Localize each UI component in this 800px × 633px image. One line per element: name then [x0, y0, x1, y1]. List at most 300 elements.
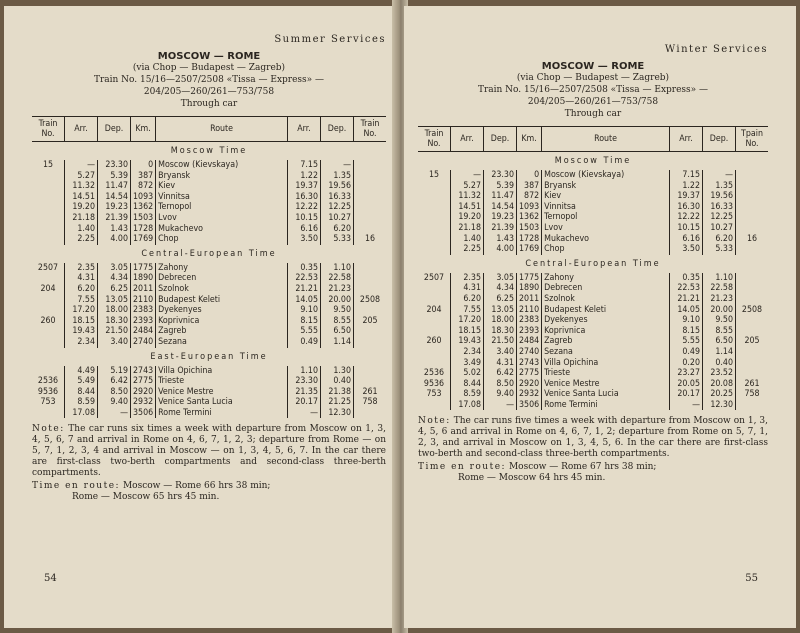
table-row — [32, 316, 386, 327]
cell-km: 387 — [131, 171, 156, 182]
cell-tn: 753 — [418, 389, 451, 400]
cell-dep2: — — [703, 170, 736, 181]
cell-dep: 5.39 — [484, 181, 517, 192]
header-arr-return: Arr. — [288, 117, 321, 142]
cell-arr2: 6.16 — [288, 224, 321, 235]
cell-arr: 14.51 — [65, 192, 98, 203]
cell-st: Lvov — [542, 223, 670, 234]
cell-tn2 — [354, 192, 387, 203]
cell-arr2: 12.22 — [288, 202, 321, 213]
cell-tn: 2507 — [418, 273, 451, 284]
table-row — [418, 368, 768, 379]
cell-dep: 19.23 — [98, 202, 131, 213]
cell-dep: 13.05 — [484, 305, 517, 316]
cell-dep: — — [484, 400, 517, 411]
cell-km: 3506 — [517, 400, 542, 411]
cell-arr2: 0.35 — [670, 273, 703, 284]
note-label: Note: — [418, 416, 451, 427]
table-row — [418, 223, 768, 234]
cell-dep2: 20.00 — [703, 305, 736, 316]
cell-km: 2775 — [131, 376, 156, 387]
cell-km: 1890 — [517, 283, 542, 294]
cell-tn2 — [354, 326, 387, 337]
cell-dep2: 9.50 — [703, 315, 736, 326]
cell-arr: 21.18 — [65, 213, 98, 224]
left-page — [4, 6, 396, 628]
cell-tn2 — [736, 368, 769, 379]
cell-dep2: 20.25 — [703, 389, 736, 400]
cell-dep2: — — [321, 160, 354, 171]
through-car: Through car — [564, 109, 622, 119]
cell-dep2: 8.55 — [321, 316, 354, 327]
cell-km: 0 — [131, 160, 156, 171]
cell-tn — [32, 192, 65, 203]
cell-km: 2743 — [517, 358, 542, 369]
cell-tn2 — [736, 223, 769, 234]
cell-tn2: 16 — [746, 233, 758, 244]
header-route: Route — [156, 117, 288, 142]
train-line-2: 204/205—260/261—753/758 — [527, 97, 659, 107]
cell-arr2: 6.16 — [670, 234, 703, 245]
cell-km: 2920 — [517, 379, 542, 390]
cell-st: Budapest Keleti — [156, 295, 288, 306]
cell-dep: 5.39 — [98, 171, 131, 182]
cell-tn2 — [354, 305, 387, 316]
cell-km: 2110 — [131, 295, 156, 306]
cell-dep: 13.05 — [98, 295, 131, 306]
cell-tn: 2536 — [32, 376, 65, 387]
cell-arr: 4.31 — [65, 273, 98, 284]
cell-tn2 — [354, 160, 387, 171]
cell-tn2 — [736, 212, 769, 223]
cell-arr: 8.59 — [451, 389, 484, 400]
cell-tn2 — [736, 400, 769, 411]
cell-arr: 21.18 — [451, 223, 484, 234]
cell-dep2: 6.50 — [321, 326, 354, 337]
cell-arr: 17.20 — [65, 305, 98, 316]
cell-st: Kiev — [156, 181, 288, 192]
cell-st: Mukachevo — [542, 234, 670, 245]
cell-arr: 18.15 — [451, 326, 484, 337]
cell-arr2: 0.35 — [288, 263, 321, 274]
cell-tn — [32, 305, 65, 316]
cell-arr: 5.49 — [65, 376, 98, 387]
cell-tn — [418, 234, 451, 245]
cell-tn2 — [354, 202, 387, 213]
cell-tn2 — [354, 408, 387, 419]
cell-arr: 5.27 — [451, 181, 484, 192]
cell-arr: 2.25 — [451, 244, 484, 255]
time-label: Time en route: — [32, 481, 121, 492]
cell-km: 2011 — [131, 284, 156, 295]
cell-dep: 14.54 — [484, 202, 517, 213]
cell-km: 3506 — [131, 408, 156, 419]
cell-arr: 5.02 — [451, 368, 484, 379]
cell-arr2: 8.15 — [670, 326, 703, 337]
cell-st: Ternopol — [156, 202, 288, 213]
route-via: (via Chop — Budapest — Zagreb) — [132, 63, 286, 73]
cell-km: 0 — [517, 170, 542, 181]
cell-arr2: 3.50 — [288, 234, 321, 245]
cell-tn2: 205 — [362, 315, 378, 326]
cell-arr2: 20.17 — [670, 389, 703, 400]
cell-dep2: 1.14 — [321, 337, 354, 348]
cell-arr2: 1.22 — [288, 171, 321, 182]
cell-tn — [418, 212, 451, 223]
cell-tn2 — [736, 273, 769, 284]
cell-km: 872 — [517, 191, 542, 202]
cell-tn2 — [736, 202, 769, 213]
cell-st: Venice Santa Lucia — [156, 397, 288, 408]
table-row — [418, 244, 768, 255]
cell-km: 2775 — [517, 368, 542, 379]
cell-arr: 11.32 — [451, 191, 484, 202]
cell-dep2: 9.50 — [321, 305, 354, 316]
cell-dep: — — [98, 408, 131, 419]
table-row — [32, 263, 386, 274]
cell-arr2: 5.55 — [288, 326, 321, 337]
cell-tn: 260 — [32, 316, 65, 327]
cell-arr2: 22.53 — [288, 273, 321, 284]
cell-arr2: 19.37 — [670, 191, 703, 202]
table-row — [418, 400, 768, 411]
train-line-2: 204/205—260/261—753/758 — [143, 87, 275, 97]
table-row — [418, 273, 768, 284]
cell-tn2: 16 — [364, 234, 376, 245]
cell-st: Trieste — [156, 376, 288, 387]
cell-arr: 8.44 — [65, 387, 98, 398]
cell-arr: — — [65, 160, 98, 171]
cell-arr2: 7.15 — [288, 160, 321, 171]
cell-dep: 11.47 — [484, 191, 517, 202]
table-row — [32, 160, 386, 171]
table-row — [418, 234, 768, 245]
cell-km: 1503 — [517, 223, 542, 234]
zone-label: Moscow Time — [170, 146, 248, 156]
table-row — [418, 379, 768, 390]
cell-st: Venice Santa Lucia — [542, 389, 670, 400]
cell-arr2: 0.49 — [288, 337, 321, 348]
cell-tn2 — [354, 376, 387, 387]
note-text: The car runs five times a week with departure from Moscow on 1, 3, 4, 5, 6 and arrival in Rome on 4, 6, 7, 1, 2; departure from Rome on 5, 7, 1, 2, 3, and arrival in Moscow on 1, 3, 4, 5, 6. In the car there are first-class two-berth and second-class three-berth compartments. — [418, 416, 768, 460]
cell-arr: 6.20 — [451, 294, 484, 305]
cell-tn: 204 — [32, 284, 65, 295]
cell-arr2: 10.15 — [670, 223, 703, 234]
cell-arr: 2.25 — [65, 234, 98, 245]
time-line-2: Rome — Moscow 65 hrs 45 min. — [72, 492, 220, 503]
cell-tn — [32, 181, 65, 192]
route-via: (via Chop — Budapest — Zagreb) — [516, 73, 670, 83]
table-row — [32, 213, 386, 224]
cell-tn2 — [736, 347, 769, 358]
table-row — [32, 326, 386, 337]
cell-dep2: 8.55 — [703, 326, 736, 337]
train-line: Train No. 15/16—2507/2508 «Tissa — Express» — — [477, 85, 709, 95]
cell-dep: 4.31 — [484, 358, 517, 369]
note-label: Note: — [32, 424, 65, 435]
cell-arr: — — [451, 170, 484, 181]
cell-tn2: 205 — [744, 336, 760, 347]
cell-tn: 9536 — [32, 387, 65, 398]
cell-dep: 19.23 — [484, 212, 517, 223]
cell-st: Zagreb — [156, 326, 288, 337]
cell-st: Chop — [156, 234, 288, 245]
header-train-no: Train No. — [32, 117, 65, 142]
note — [418, 416, 768, 460]
cell-tn2 — [354, 224, 387, 235]
cell-tn2 — [354, 284, 387, 295]
cell-arr2: 20.17 — [288, 397, 321, 408]
cell-tn — [418, 347, 451, 358]
cell-st: Dyekenyes — [156, 305, 288, 316]
timetable — [418, 126, 768, 410]
cell-km: 2740 — [131, 337, 156, 348]
cell-arr: 2.34 — [65, 337, 98, 348]
cell-dep2: 22.58 — [321, 273, 354, 284]
cell-tn: 9536 — [418, 379, 451, 390]
cell-tn: 2536 — [418, 368, 451, 379]
table-row — [418, 181, 768, 192]
cell-arr: 8.59 — [65, 397, 98, 408]
table-row — [418, 191, 768, 202]
cell-tn2 — [736, 181, 769, 192]
cell-dep: 6.25 — [484, 294, 517, 305]
zone-row — [32, 142, 386, 161]
cell-tn2 — [354, 337, 387, 348]
cell-tn — [32, 224, 65, 235]
table-row — [418, 305, 768, 316]
cell-arr: 19.43 — [65, 326, 98, 337]
cell-st: Moscow (Kievskaya) — [542, 170, 670, 181]
cell-arr2: 12.22 — [670, 212, 703, 223]
cell-dep: 3.40 — [484, 347, 517, 358]
zone-row — [418, 152, 768, 171]
cell-dep2: 19.56 — [703, 191, 736, 202]
cell-arr2: 0.49 — [670, 347, 703, 358]
cell-dep2: 19.56 — [321, 181, 354, 192]
cell-tn — [32, 171, 65, 182]
cell-dep: 21.50 — [484, 336, 517, 347]
cell-dep2: 1.10 — [703, 273, 736, 284]
cell-arr: 19.20 — [65, 202, 98, 213]
cell-dep: 4.00 — [484, 244, 517, 255]
cell-dep: 4.34 — [484, 283, 517, 294]
cell-km: 1362 — [131, 202, 156, 213]
cell-dep2: 0.40 — [703, 358, 736, 369]
cell-arr2: 10.15 — [288, 213, 321, 224]
cell-st: Kiev — [542, 191, 670, 202]
cell-dep: 11.47 — [98, 181, 131, 192]
cell-arr: 17.20 — [451, 315, 484, 326]
cell-arr: 6.20 — [65, 284, 98, 295]
cell-tn — [418, 244, 451, 255]
cell-arr: 2.35 — [451, 273, 484, 284]
cell-dep: 14.54 — [98, 192, 131, 203]
cell-dep2: 12.30 — [321, 408, 354, 419]
cell-dep: 3.40 — [98, 337, 131, 348]
cell-dep: 23.30 — [484, 170, 517, 181]
cell-km: 2484 — [517, 336, 542, 347]
cell-tn — [32, 366, 65, 377]
cell-km: 1093 — [517, 202, 542, 213]
table-row — [32, 337, 386, 348]
cell-st: Zahony — [542, 273, 670, 284]
cell-st: Dyekenyes — [542, 315, 670, 326]
cell-arr: 3.49 — [451, 358, 484, 369]
cell-km: 2932 — [517, 389, 542, 400]
time-en-route — [418, 462, 768, 484]
cell-arr2: 20.05 — [670, 379, 703, 390]
cell-tn — [32, 326, 65, 337]
cell-tn — [418, 191, 451, 202]
cell-arr2: 21.21 — [288, 284, 321, 295]
cell-dep: 6.25 — [98, 284, 131, 295]
cell-dep2: 16.33 — [703, 202, 736, 213]
table-row — [32, 366, 386, 377]
table-row — [418, 389, 768, 400]
cell-tn2: 261 — [362, 386, 378, 397]
time-label: Time en route: — [418, 462, 507, 473]
zone-label: Moscow Time — [554, 156, 632, 166]
time-line-1: Moscow — Rome 66 hrs 38 min; — [122, 481, 271, 492]
cell-arr2: 22.53 — [670, 283, 703, 294]
cell-arr2: 1.22 — [670, 181, 703, 192]
cell-dep2: 20.08 — [703, 379, 736, 390]
table-row — [32, 273, 386, 284]
cell-km: 1503 — [131, 213, 156, 224]
cell-tn — [418, 202, 451, 213]
cell-dep: 8.50 — [98, 387, 131, 398]
timetable — [32, 116, 386, 418]
note-text: The car runs six times a week with departure from Moscow on 1, 3, 4, 5, 6, 7 and arrival in Rome on 4, 6, 7, 1, 2, 3; departure from Rome — on 5, 7, 1, 2, 3, 4 and arrival in Moscow — on 1, 3, 4, 5, 6, 7. In the car there are first-class two-berth compartments and second-class three-berth compartments. — [32, 424, 386, 479]
cell-st: Vinnitsa — [542, 202, 670, 213]
cell-st: Rome Termini — [156, 408, 288, 419]
header-dep: Dep. — [98, 117, 131, 142]
cell-dep: 4.34 — [98, 273, 131, 284]
cell-dep: 6.42 — [484, 368, 517, 379]
cell-dep2: 20.00 — [321, 295, 354, 306]
cell-tn2 — [736, 358, 769, 369]
cell-dep: 18.00 — [98, 305, 131, 316]
cell-tn — [32, 202, 65, 213]
cell-dep2: 21.23 — [703, 294, 736, 305]
cell-arr: 7.55 — [65, 295, 98, 306]
zone-label: Central-European Time — [141, 248, 277, 259]
cell-km: 2484 — [131, 326, 156, 337]
cell-tn2: 2508 — [741, 304, 763, 315]
cell-dep: 21.39 — [484, 223, 517, 234]
cell-st: Villa Opichina — [542, 358, 670, 369]
note — [32, 424, 386, 479]
zone-row — [32, 245, 386, 263]
cell-arr: 2.35 — [65, 263, 98, 274]
cell-arr: 19.20 — [451, 212, 484, 223]
cell-dep: 1.43 — [98, 224, 131, 235]
cell-st: Lvov — [156, 213, 288, 224]
cell-dep2: 6.20 — [321, 224, 354, 235]
table-row — [32, 295, 386, 306]
cell-dep2: 21.23 — [321, 284, 354, 295]
cell-tn — [32, 337, 65, 348]
season-label: Winter Services — [664, 44, 768, 55]
cell-tn — [418, 400, 451, 411]
cell-arr2: 14.05 — [288, 295, 321, 306]
right-page — [404, 6, 796, 628]
cell-tn — [418, 315, 451, 326]
cell-tn — [418, 358, 451, 369]
cell-arr2: 3.50 — [670, 244, 703, 255]
cell-arr2: 7.15 — [670, 170, 703, 181]
cell-st: Szolnok — [542, 294, 670, 305]
cell-dep2: 12.25 — [321, 202, 354, 213]
cell-arr2: 14.05 — [670, 305, 703, 316]
zone-label: East-European Time — [150, 351, 268, 362]
cell-dep: 4.00 — [98, 234, 131, 245]
cell-tn2 — [736, 294, 769, 305]
header-train-no-return: Tpain No. — [736, 127, 769, 152]
cell-km: 2393 — [517, 326, 542, 337]
cell-dep: 8.50 — [484, 379, 517, 390]
cell-km: 1775 — [131, 263, 156, 274]
cell-tn — [32, 273, 65, 284]
header-train-no-return: Train No. — [354, 117, 387, 142]
header-arr: Arr. — [451, 127, 484, 152]
cell-tn2: 2508 — [359, 294, 381, 305]
cell-arr: 8.44 — [451, 379, 484, 390]
table-row — [418, 294, 768, 305]
cell-tn2 — [736, 191, 769, 202]
cell-tn2: 758 — [362, 397, 378, 408]
cell-arr: 2.34 — [451, 347, 484, 358]
cell-dep: 3.05 — [484, 273, 517, 284]
table-row — [32, 387, 386, 398]
cell-dep2: 21.38 — [321, 387, 354, 398]
cell-arr2: 1.10 — [288, 366, 321, 377]
header-arr-return: Arr. — [670, 127, 703, 152]
zone-label: Central-European Time — [525, 258, 661, 269]
cell-km: 1093 — [131, 192, 156, 203]
cell-arr2: 19.37 — [288, 181, 321, 192]
table-row — [32, 234, 386, 245]
cell-dep2: 5.33 — [321, 234, 354, 245]
table-row — [418, 315, 768, 326]
cell-arr: 4.49 — [65, 366, 98, 377]
cell-arr2: 21.21 — [670, 294, 703, 305]
cell-arr: 1.40 — [451, 234, 484, 245]
cell-dep: 18.30 — [484, 326, 517, 337]
timetable-header — [418, 127, 768, 152]
cell-dep2: 6.20 — [703, 234, 736, 245]
timetable-header — [32, 117, 386, 142]
cell-arr2: 23.27 — [670, 368, 703, 379]
time-line-1: Moscow — Rome 67 hrs 38 min; — [508, 462, 657, 473]
cell-dep2: 10.27 — [703, 223, 736, 234]
cell-st: Bryansk — [156, 171, 288, 182]
cell-tn: 15 — [32, 160, 65, 171]
table-row — [418, 347, 768, 358]
cell-arr2: 8.15 — [288, 316, 321, 327]
cell-tn2 — [354, 366, 387, 377]
cell-dep2: 23.52 — [703, 368, 736, 379]
table-row — [32, 376, 386, 387]
cell-tn: 753 — [32, 397, 65, 408]
cell-km: 2383 — [517, 315, 542, 326]
cell-tn2 — [736, 326, 769, 337]
cell-km: 2920 — [131, 387, 156, 398]
table-row — [418, 336, 768, 347]
cell-dep: 6.42 — [98, 376, 131, 387]
cell-st: Rome Termini — [542, 400, 670, 411]
